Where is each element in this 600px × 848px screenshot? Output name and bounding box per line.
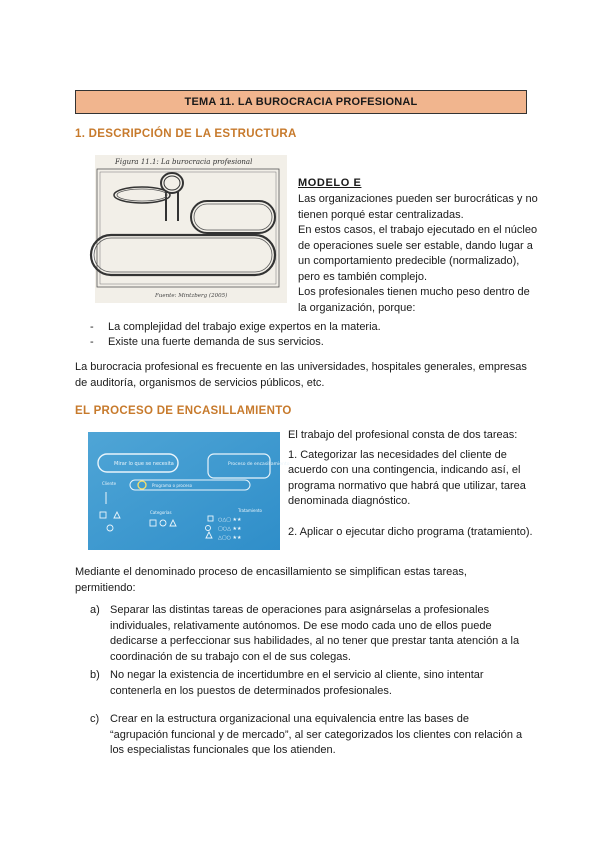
photo-label-left: Mirar lo que se necesita xyxy=(114,461,174,467)
svg-text:△▢○ ★★: △▢○ ★★ xyxy=(218,535,242,541)
tasks-intro: El trabajo del profesional consta de dos tareas: xyxy=(288,429,518,441)
list-item xyxy=(90,712,530,762)
modelo-text xyxy=(298,192,538,316)
bullet-dash: - xyxy=(90,336,94,348)
list-item-marker: c) xyxy=(90,713,100,725)
section-heading-encasillamiento: EL PROCESO DE ENCASILLAMIENTO xyxy=(75,405,292,417)
list-item-text: Crear en la estructura organizacional una equivalencia entre las bases de “agrupación funcional y de mercado”, al ser categorizados los clientes con relación a los especialistas funcionales que los atienden. xyxy=(110,713,523,756)
modelo-paragraph: En estos casos, el trabajo ejecutado en el núcleo de operaciones suele ser estable, dando lugar a un comportamiento predecible (normalizado), pero es también complejo. xyxy=(298,224,538,283)
modelo-label: MODELO E xyxy=(298,177,362,189)
encasillamiento-photo xyxy=(88,432,290,550)
encasillamiento-paragraph: Mediante el denominado proceso de encasillamiento se simplifican estas tareas, permitiendo: xyxy=(75,566,467,594)
modelo-paragraph: Los profesionales tienen mucho peso dentro de la organización, porque: xyxy=(298,286,530,314)
closing-paragraph: La burocracia profesional es frecuente en las universidades, hospitales generales, empresas de auditoría, organismos de servicios públicos, etc. xyxy=(75,361,527,389)
photo-label-categorias: Categorías xyxy=(150,510,172,515)
list-item-marker: b) xyxy=(90,669,100,681)
photo-label-strip: Programa o proceso xyxy=(152,483,193,488)
list-item-marker: a) xyxy=(90,604,100,616)
list-item xyxy=(90,603,530,668)
list-item-text: No negar la existencia de incertidumbre en el servicio al cliente, sino intentar contenerla en los puestos de determinados profesionales. xyxy=(110,669,484,697)
svg-text:○△▢ ★★: ○△▢ ★★ xyxy=(218,517,242,523)
section-heading-descripcion: 1. DESCRIPCIÓN DE LA ESTRUCTURA xyxy=(75,128,297,140)
modelo-paragraph: Las organizaciones pueden ser burocráticas y no tienen porqué estar centralizadas. xyxy=(298,193,538,221)
photo-label-tratamiento: Tratamiento xyxy=(238,508,262,513)
bullet-text: La complejidad del trabajo exige expertos en la materia. xyxy=(108,321,381,333)
task-1: 1. Categorizar las necesidades del cliente de acuerdo con una contingencia, indicando así, el programa normativo que habrá que utilizar, tarea denominada diagnóstico. xyxy=(288,448,526,507)
bureaucracy-figure xyxy=(95,155,287,303)
svg-text:▢○△ ★★: ▢○△ ★★ xyxy=(218,526,242,532)
list-item-text: Separar las distintas tareas de operaciones para asignárselas a profesionales individuales, relativamente autónomos. De ese modo cada uno de ellos puede dedicarse a perfeccionar sus habilidades, al no tener que prestar tanta atención a la coordinación de su trabajo con el de sus colegas. xyxy=(110,604,520,663)
tasks-text xyxy=(288,428,538,540)
bullet-text: Existe una fuerte demanda de sus servicios. xyxy=(108,336,324,348)
figure-caption: Figura 11.1: La burocracia profesional xyxy=(115,158,253,166)
photo-label-cliente: Cliente xyxy=(102,481,117,486)
list-item xyxy=(90,668,530,708)
bullet-dash: - xyxy=(90,321,94,333)
figure-source: Fuente: Mintzberg (2005) xyxy=(155,293,228,299)
photo-label-right: Proceso de encasillamiento xyxy=(228,462,290,467)
task-2: 2. Aplicar o ejecutar dicho programa (tratamiento). xyxy=(288,525,533,538)
page-title: TEMA 11. LA BUROCRACIA PROFESIONAL xyxy=(75,90,527,114)
